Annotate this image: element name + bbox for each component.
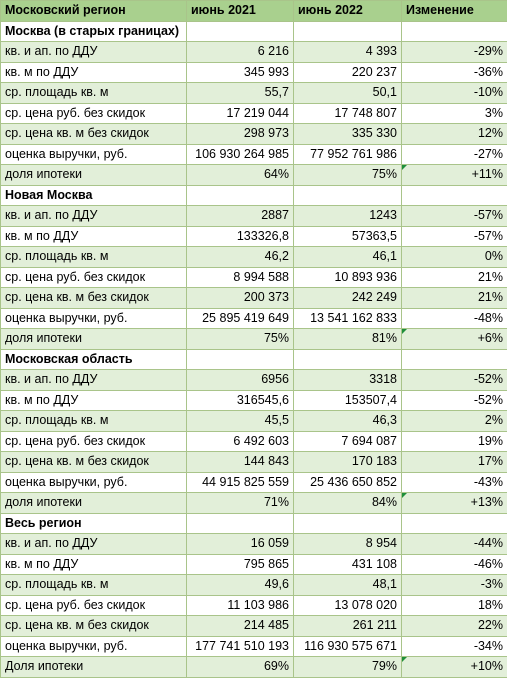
cell-june-2021[interactable]: 75% bbox=[187, 329, 294, 350]
table-row bbox=[1, 308, 507, 329]
header-row bbox=[1, 1, 507, 22]
header-june-2022[interactable]: июнь 2022 bbox=[294, 1, 402, 22]
header-region[interactable]: Московский регион bbox=[1, 1, 187, 22]
cell-june-2021[interactable]: 44 915 825 559 bbox=[187, 472, 294, 493]
cell-june-2021[interactable]: 69% bbox=[187, 657, 294, 678]
cell-change[interactable]: 2% bbox=[402, 411, 507, 432]
table-row bbox=[1, 267, 507, 288]
cell-change[interactable]: 12% bbox=[402, 124, 507, 145]
cell-june-2022[interactable]: 75% bbox=[294, 165, 402, 186]
table-row bbox=[1, 452, 507, 473]
cell-label[interactable]: кв. и ап. по ДДУ bbox=[1, 370, 187, 391]
cell-june-2021[interactable]: 298 973 bbox=[187, 124, 294, 145]
cell-label[interactable]: кв. и ап. по ДДУ bbox=[1, 534, 187, 555]
cell-change[interactable]: -27% bbox=[402, 144, 507, 165]
cell-change[interactable]: 21% bbox=[402, 288, 507, 309]
cell-label[interactable]: доля ипотеки bbox=[1, 329, 187, 350]
table-row bbox=[1, 636, 507, 657]
cell-june-2021[interactable]: 316545,6 bbox=[187, 390, 294, 411]
cell-june-2022[interactable]: 220 237 bbox=[294, 62, 402, 83]
table-row bbox=[1, 144, 507, 165]
table-row bbox=[1, 42, 507, 63]
cell-change[interactable]: 18% bbox=[402, 595, 507, 616]
cell-june-2021[interactable]: 71% bbox=[187, 493, 294, 514]
empty-cell[interactable] bbox=[294, 349, 402, 370]
cell-june-2022[interactable]: 431 108 bbox=[294, 554, 402, 575]
cell-june-2021[interactable]: 55,7 bbox=[187, 83, 294, 104]
empty-cell[interactable] bbox=[187, 185, 294, 206]
table-row bbox=[1, 165, 507, 186]
cell-june-2022[interactable]: 261 211 bbox=[294, 616, 402, 637]
cell-june-2021[interactable]: 6 492 603 bbox=[187, 431, 294, 452]
cell-label[interactable]: доля ипотеки bbox=[1, 165, 187, 186]
cell-change[interactable]: 19% bbox=[402, 431, 507, 452]
cell-june-2022[interactable]: 170 183 bbox=[294, 452, 402, 473]
cell-change[interactable]: -10% bbox=[402, 83, 507, 104]
section-header-row bbox=[1, 349, 507, 370]
cell-june-2021[interactable]: 200 373 bbox=[187, 288, 294, 309]
cell-june-2022[interactable]: 116 930 575 671 bbox=[294, 636, 402, 657]
cell-change[interactable]: -43% bbox=[402, 472, 507, 493]
empty-cell[interactable] bbox=[402, 185, 507, 206]
table-row bbox=[1, 390, 507, 411]
empty-cell[interactable] bbox=[187, 21, 294, 42]
cell-label[interactable]: ср. цена руб. без скидок bbox=[1, 595, 187, 616]
cell-june-2021[interactable]: 25 895 419 649 bbox=[187, 308, 294, 329]
section-title[interactable]: Новая Москва bbox=[1, 185, 187, 206]
cell-june-2021[interactable]: 177 741 510 193 bbox=[187, 636, 294, 657]
table-row bbox=[1, 554, 507, 575]
cell-label[interactable]: ср. цена кв. м без скидок bbox=[1, 616, 187, 637]
header-change[interactable]: Изменение bbox=[402, 1, 507, 22]
cell-june-2021[interactable]: 11 103 986 bbox=[187, 595, 294, 616]
table-row bbox=[1, 657, 507, 678]
empty-cell[interactable] bbox=[402, 513, 507, 534]
table-row bbox=[1, 370, 507, 391]
table-row bbox=[1, 431, 507, 452]
cell-change[interactable]: -48% bbox=[402, 308, 507, 329]
cell-change[interactable]: +6% bbox=[402, 329, 507, 350]
cell-june-2021[interactable]: 49,6 bbox=[187, 575, 294, 596]
section-header-row bbox=[1, 185, 507, 206]
table-row bbox=[1, 226, 507, 247]
cell-change[interactable]: -52% bbox=[402, 390, 507, 411]
cell-june-2021[interactable]: 795 865 bbox=[187, 554, 294, 575]
table-row bbox=[1, 329, 507, 350]
cell-change[interactable]: +13% bbox=[402, 493, 507, 514]
cell-label[interactable]: оценка выручки, руб. bbox=[1, 472, 187, 493]
cell-label[interactable]: кв. м по ДДУ bbox=[1, 62, 187, 83]
cell-june-2022[interactable]: 77 952 761 986 bbox=[294, 144, 402, 165]
table-row bbox=[1, 83, 507, 104]
cell-june-2021[interactable]: 144 843 bbox=[187, 452, 294, 473]
cell-label[interactable]: оценка выручки, руб. bbox=[1, 308, 187, 329]
cell-june-2022[interactable]: 46,3 bbox=[294, 411, 402, 432]
table-row bbox=[1, 124, 507, 145]
cell-label[interactable]: оценка выручки, руб. bbox=[1, 144, 187, 165]
section-title[interactable]: Московская область bbox=[1, 349, 187, 370]
cell-change[interactable]: -29% bbox=[402, 42, 507, 63]
cell-change[interactable]: -46% bbox=[402, 554, 507, 575]
empty-cell[interactable] bbox=[402, 349, 507, 370]
cell-june-2021[interactable]: 2887 bbox=[187, 206, 294, 227]
table-row bbox=[1, 411, 507, 432]
section-header-row bbox=[1, 513, 507, 534]
cell-label[interactable]: ср. площадь кв. м bbox=[1, 411, 187, 432]
cell-change[interactable]: -36% bbox=[402, 62, 507, 83]
cell-june-2022[interactable]: 8 954 bbox=[294, 534, 402, 555]
cell-change[interactable]: 3% bbox=[402, 103, 507, 124]
cell-label[interactable]: кв. и ап. по ДДУ bbox=[1, 42, 187, 63]
cell-change[interactable]: -44% bbox=[402, 534, 507, 555]
cell-june-2022[interactable]: 3318 bbox=[294, 370, 402, 391]
cell-june-2021[interactable]: 46,2 bbox=[187, 247, 294, 268]
cell-change[interactable]: +10% bbox=[402, 657, 507, 678]
cell-june-2022[interactable]: 84% bbox=[294, 493, 402, 514]
cell-change[interactable]: -57% bbox=[402, 226, 507, 247]
table-row bbox=[1, 247, 507, 268]
cell-label[interactable]: кв. м по ДДУ bbox=[1, 226, 187, 247]
cell-june-2021[interactable]: 345 993 bbox=[187, 62, 294, 83]
cell-change[interactable]: 21% bbox=[402, 267, 507, 288]
cell-change[interactable]: 17% bbox=[402, 452, 507, 473]
cell-june-2022[interactable]: 7 694 087 bbox=[294, 431, 402, 452]
cell-june-2021[interactable]: 214 485 bbox=[187, 616, 294, 637]
cell-june-2022[interactable]: 13 078 020 bbox=[294, 595, 402, 616]
cell-label[interactable]: кв. и ап. по ДДУ bbox=[1, 206, 187, 227]
cell-june-2021[interactable]: 6956 bbox=[187, 370, 294, 391]
cell-label[interactable]: Доля ипотеки bbox=[1, 657, 187, 678]
cell-june-2022[interactable]: 242 249 bbox=[294, 288, 402, 309]
cell-june-2021[interactable]: 133326,8 bbox=[187, 226, 294, 247]
cell-june-2022[interactable]: 81% bbox=[294, 329, 402, 350]
cell-label[interactable]: оценка выручки, руб. bbox=[1, 636, 187, 657]
cell-june-2021[interactable]: 8 994 588 bbox=[187, 267, 294, 288]
section-title[interactable]: Москва (в старых границах) bbox=[1, 21, 187, 42]
cell-change[interactable]: 0% bbox=[402, 247, 507, 268]
cell-june-2021[interactable]: 45,5 bbox=[187, 411, 294, 432]
cell-change[interactable]: -52% bbox=[402, 370, 507, 391]
cell-june-2022[interactable]: 153507,4 bbox=[294, 390, 402, 411]
cell-june-2022[interactable]: 1243 bbox=[294, 206, 402, 227]
cell-label[interactable]: ср. цена руб. без скидок bbox=[1, 431, 187, 452]
cell-label[interactable]: ср. площадь кв. м bbox=[1, 575, 187, 596]
cell-change[interactable]: -34% bbox=[402, 636, 507, 657]
cell-june-2022[interactable]: 17 748 807 bbox=[294, 103, 402, 124]
cell-june-2022[interactable]: 13 541 162 833 bbox=[294, 308, 402, 329]
table-row bbox=[1, 62, 507, 83]
cell-label[interactable]: ср. цена кв. м без скидок bbox=[1, 124, 187, 145]
cell-label[interactable]: ср. цена руб. без скидок bbox=[1, 267, 187, 288]
cell-june-2021[interactable]: 6 216 bbox=[187, 42, 294, 63]
cell-june-2022[interactable]: 25 436 650 852 bbox=[294, 472, 402, 493]
cell-change[interactable]: -57% bbox=[402, 206, 507, 227]
cell-june-2022[interactable]: 46,1 bbox=[294, 247, 402, 268]
cell-june-2022[interactable]: 57363,5 bbox=[294, 226, 402, 247]
cell-june-2021[interactable]: 64% bbox=[187, 165, 294, 186]
cell-label[interactable]: кв. м по ДДУ bbox=[1, 554, 187, 575]
cell-june-2021[interactable]: 106 930 264 985 bbox=[187, 144, 294, 165]
table-row bbox=[1, 595, 507, 616]
cell-label[interactable]: ср. цена кв. м без скидок bbox=[1, 452, 187, 473]
empty-cell[interactable] bbox=[294, 513, 402, 534]
cell-label[interactable]: ср. площадь кв. м bbox=[1, 83, 187, 104]
empty-cell[interactable] bbox=[187, 513, 294, 534]
cell-june-2022[interactable]: 79% bbox=[294, 657, 402, 678]
cell-june-2022[interactable]: 50,1 bbox=[294, 83, 402, 104]
cell-june-2022[interactable]: 4 393 bbox=[294, 42, 402, 63]
cell-june-2021[interactable]: 16 059 bbox=[187, 534, 294, 555]
section-title[interactable]: Весь регион bbox=[1, 513, 187, 534]
cell-june-2022[interactable]: 10 893 936 bbox=[294, 267, 402, 288]
cell-june-2021[interactable]: 17 219 044 bbox=[187, 103, 294, 124]
table-row bbox=[1, 206, 507, 227]
cell-label[interactable]: ср. цена кв. м без скидок bbox=[1, 288, 187, 309]
empty-cell[interactable] bbox=[294, 21, 402, 42]
cell-label[interactable]: ср. цена руб. без скидок bbox=[1, 103, 187, 124]
header-june-2021[interactable]: июнь 2021 bbox=[187, 1, 294, 22]
table-row bbox=[1, 103, 507, 124]
table-row bbox=[1, 493, 507, 514]
table-row bbox=[1, 616, 507, 637]
table-row bbox=[1, 288, 507, 309]
empty-cell[interactable] bbox=[294, 185, 402, 206]
cell-label[interactable]: доля ипотеки bbox=[1, 493, 187, 514]
empty-cell[interactable] bbox=[187, 349, 294, 370]
cell-change[interactable]: +11% bbox=[402, 165, 507, 186]
cell-june-2022[interactable]: 48,1 bbox=[294, 575, 402, 596]
cell-change[interactable]: 22% bbox=[402, 616, 507, 637]
table-row bbox=[1, 534, 507, 555]
section-header-row bbox=[1, 21, 507, 42]
table-body bbox=[1, 1, 507, 678]
empty-cell[interactable] bbox=[402, 21, 507, 42]
cell-change[interactable]: -3% bbox=[402, 575, 507, 596]
cell-label[interactable]: кв. м по ДДУ bbox=[1, 390, 187, 411]
cell-june-2022[interactable]: 335 330 bbox=[294, 124, 402, 145]
cell-label[interactable]: ср. площадь кв. м bbox=[1, 247, 187, 268]
table-row bbox=[1, 575, 507, 596]
table-row bbox=[1, 472, 507, 493]
